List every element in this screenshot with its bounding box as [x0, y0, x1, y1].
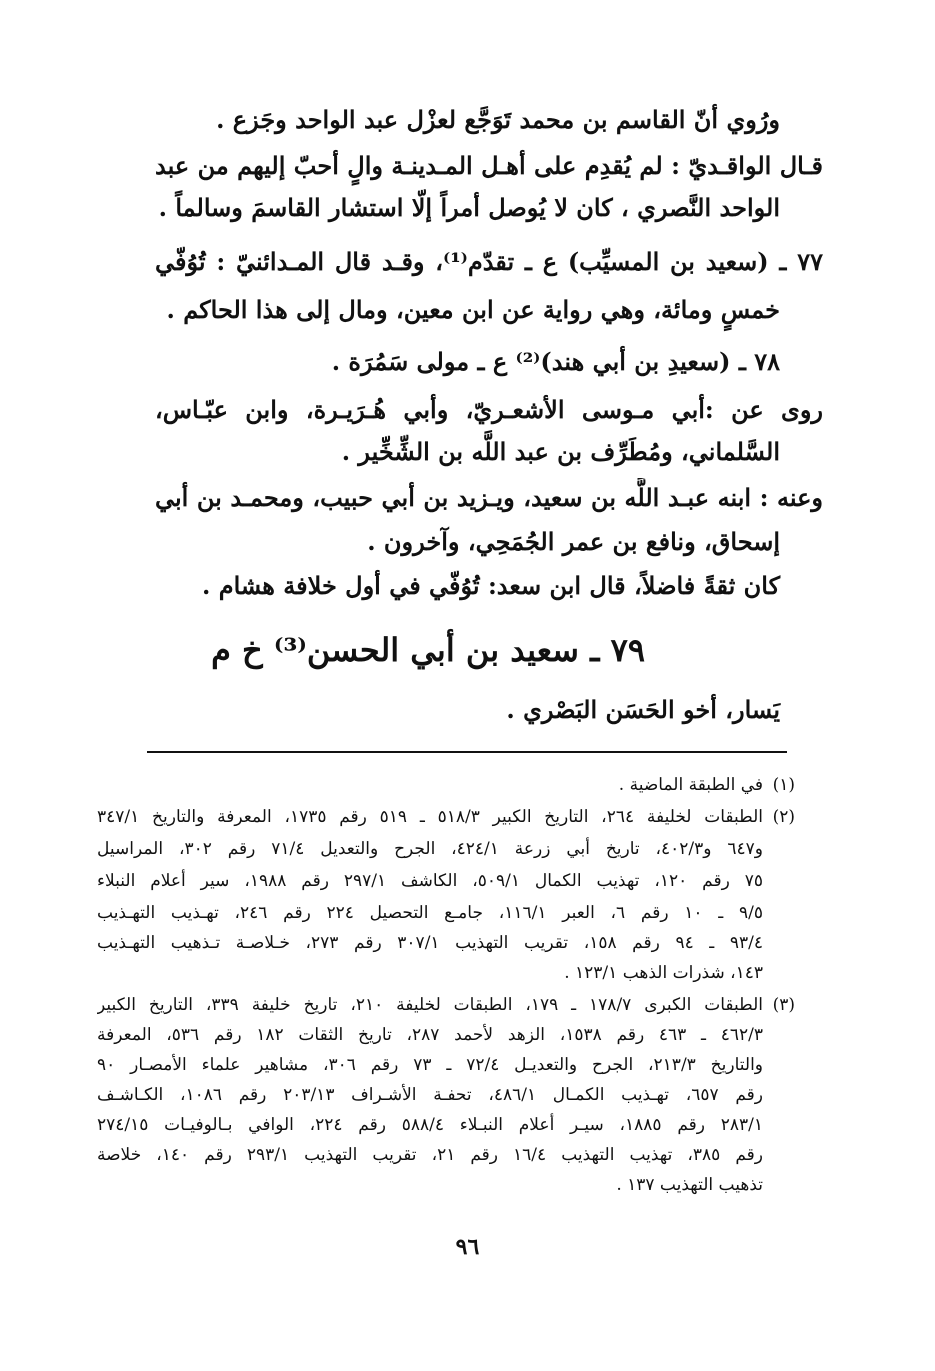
footnote-3-line-4: رقم ٦٥٧، تهـذيب الكمـال ٤٨٦/١، تحفـة الأشـراف ٢٠٣/١٣ رقم ١٠٨٦، الكـاشـف: [97, 1085, 763, 1105]
footnote-separator: [147, 751, 787, 753]
footnote-2-line-1: الطبقات لخليفة ٢٦٤، التاريخ الكبير ٥١٨/٣ ـ ٥١٩ رقم ١٧٣٥، المعرفة والتاريخ ٣٤٧/١: [97, 807, 763, 827]
entry-78-line-2: السَّلماني، ومُطَرِّف بن عبد اللَّه بن الشِّخِّير .: [341, 437, 780, 466]
footnote-2-line-5: ٩٣/٤ ـ ٩٤ رقم ١٥٨، تقريب التهذيب ٣٠٧/١ رقم ٢٧٣، خـلاصـة تـذهيب التهـذيب: [97, 933, 763, 953]
entry-77-line-2: خمسٍ ومائة، وهي رواية عن ابن معين، ومال إلى هذا الحاكم .: [166, 295, 780, 324]
footnote-3-line-6: رقم ٣٨٥، تهذيب التهذيب ١٦/٤ رقم ٢١، تقريب التهذيب ٢٩٣/١ رقم ١٤٠، خلاصة: [97, 1145, 763, 1165]
entry-79-line-1: يَسار، أخو الحَسَن البَصْري .: [506, 695, 780, 724]
body-line-2: قـال الواقـديّ : لم يُقدِم على أهـل المـدينـة والٍ أحبّ إليهم من عبد: [155, 151, 823, 180]
entry-78-line-4: إسحاق، ونافع بن عمر الجُمَحِي، وآخرون .: [367, 527, 780, 556]
entry-77-line-1: ٧٧ ـ (سعيد بن المسيِّب) ع ـ تقدّم⁽¹⁾، وقـد قال المـدائنيّ : تُوُفّي: [155, 247, 823, 276]
footnote-3-line-7: تذهيب التهذيب ١٣٧ .: [616, 1175, 763, 1195]
footnote-3-number: (٣): [772, 995, 795, 1015]
entry-79-heading: ٧٩ ـ سعيد بن أبي الحسن⁽³⁾ خ م: [211, 631, 645, 669]
footnote-2-line-2: و٦٤٧ و٤٠٢/٣، تاريخ أبي زرعة ٤٢٤/١، الجرح والتعديل ٧١/٤ رقم ٣٠٢، المراسيل: [97, 839, 763, 859]
body-line-3: الواحد النَّصري ، كان لا يُوصل أمراً إلّا استشار القاسمَ وسالماً .: [158, 193, 780, 222]
footnote-3-line-3: والتاريخ ٢١٣/٣، الجرح والتعديـل ٧٢/٤ ـ ٧٣ رقم ٣٠٦، مشاهير علماء الأمصـار ٩٠: [97, 1055, 763, 1075]
footnote-3-line-2: ٤٦٢/٣ ـ ٤٦٣ رقم ١٥٣٨، الزهد لأحمد ٢٨٧، تاريخ الثقات ١٨٢ رقم ٥٣٦، المعرفة: [97, 1025, 763, 1045]
footnote-3-line-5: ٢٨٣/١ رقم ١٨٨٥، سيـر أعلام النبـلاء ٥٨٨/٤ رقم ٢٢٤، الوافي بـالوفيـات ٢٧٤/١٥: [97, 1115, 763, 1135]
entry-78-title: ٧٨ ـ (سعيدِ بن أبي هند)⁽²⁾ ع ـ مولى سَمُرَة .: [331, 347, 780, 376]
entry-78-line-5: كان ثقةً فاضلاً، قال ابن سعد: تُوُفّي في أول خلافة هشام .: [202, 571, 780, 600]
entry-78-line-1: روى عن :أبي مـوسى الأشعـريّ، وأبي هُـرَيـرة، وابن عبّـاس،: [155, 395, 823, 424]
footnote-1-line-1: في الطبقة الماضية .: [618, 775, 763, 795]
entry-78-line-3: وعنه : ابنه عبـد اللَّه بن سعيد، ويـزيد بن أبي حبيب، ومحمـد بن أبي: [155, 483, 823, 512]
footnote-2-line-3: ٧٥ رقم ١٢٠، تهذيب الكمال ٥٠٩/١، الكاشف ٢٩٧/١ رقم ١٩٨٨، سير أعلام النبلاء: [97, 871, 763, 891]
footnote-2-number: (٢): [772, 807, 795, 827]
footnote-1-number: (١): [772, 775, 795, 795]
footnote-2-line-6: ١٤٣، شذرات الذهب ١٢٣/١ .: [564, 963, 763, 983]
footnote-3-line-1: الطبقات الكبرى ١٧٨/٧ ـ ١٧٩، الطبقات لخليفة ٢١٠، تاريخ خليفة ٣٣٩، التاريخ الكبير: [97, 995, 763, 1015]
page-number: ٩٦: [455, 1234, 480, 1260]
footnote-2-line-4: ٩/٥ ـ ١٠ رقم ٦، العبر ١١٦/١، جامـع التحصيل ٢٢٤ رقم ٢٤٦، تهـذيب التهـذيب: [97, 903, 763, 923]
body-line-1: ورُوي أنّ القاسم بن محمد تَوَجَّع لعزْل عبد الواحد وجَزع .: [216, 105, 780, 134]
